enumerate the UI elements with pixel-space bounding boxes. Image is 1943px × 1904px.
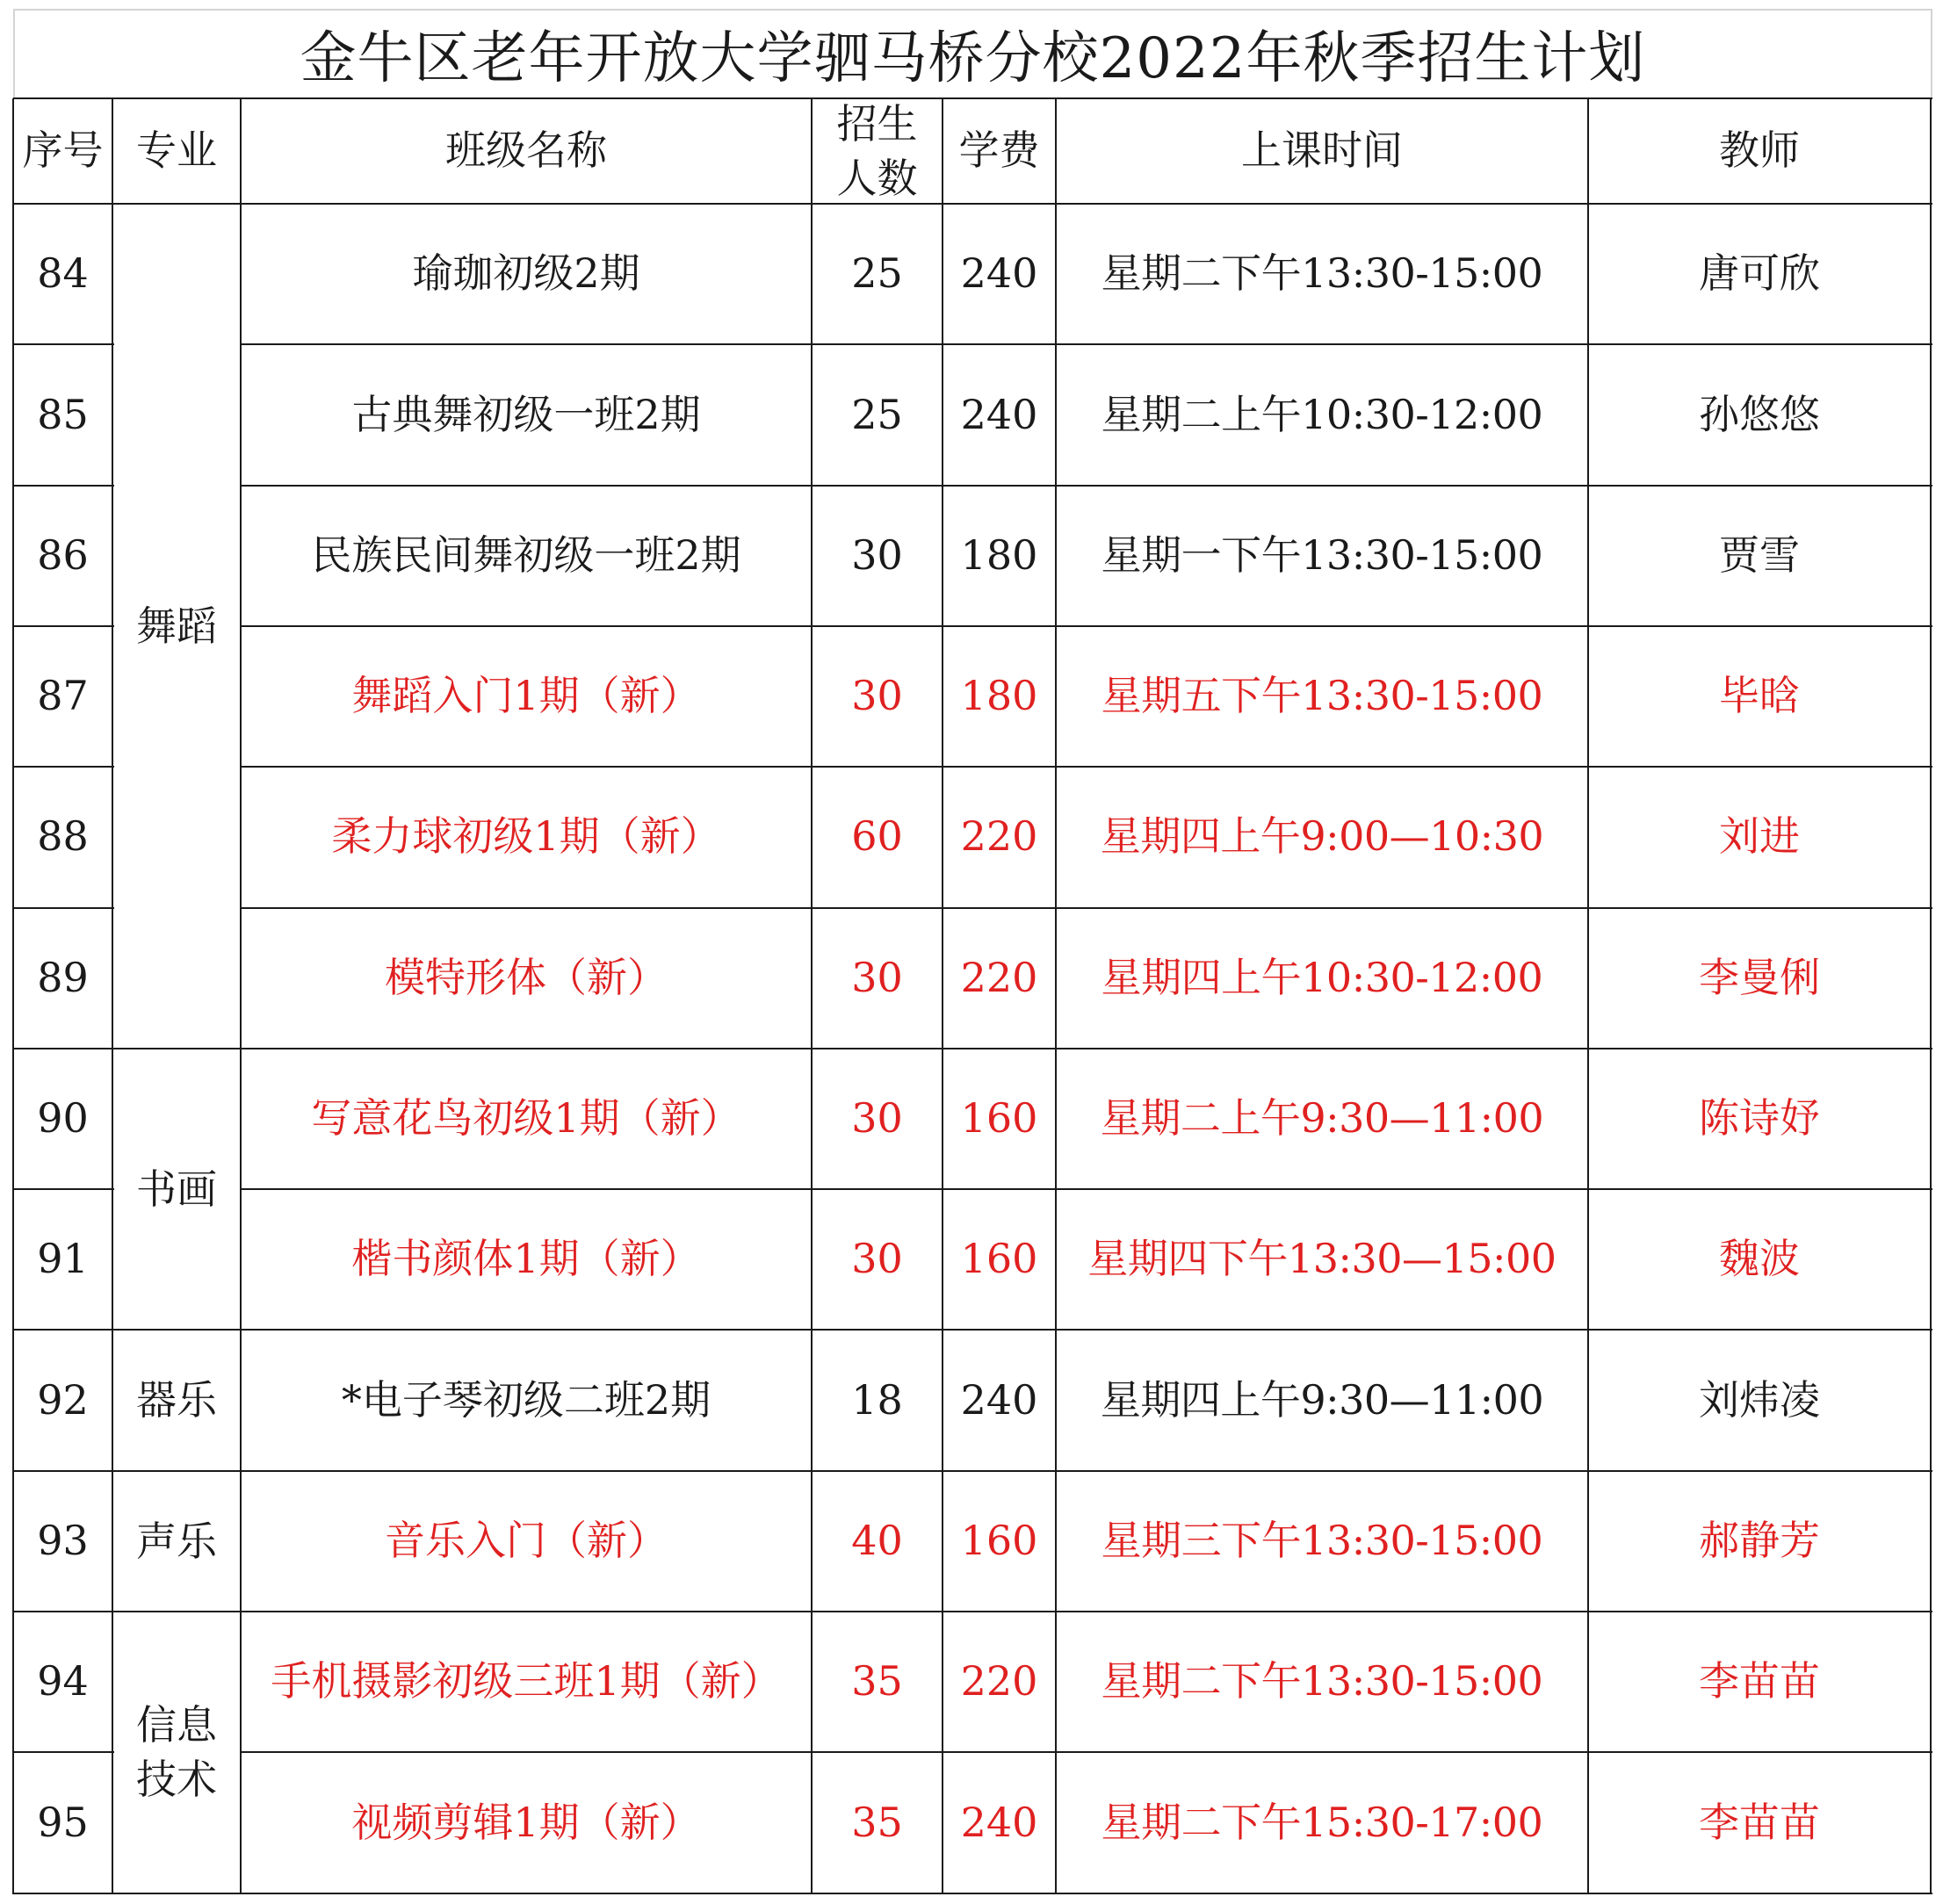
cell-time: 星期四上午10:30-12:00: [1101, 953, 1543, 1001]
grid-line: [241, 766, 1932, 768]
cell-teacher: 孙悠悠: [1699, 390, 1820, 438]
header-cell: 学费: [958, 126, 1040, 175]
cell-teacher: 刘进: [1719, 812, 1800, 861]
cell-fee: 240: [960, 1375, 1038, 1424]
cell-fee: 160: [960, 1094, 1038, 1143]
cell-fee: 160: [960, 1516, 1038, 1564]
grid-line: [241, 907, 1932, 909]
header-cell: 班级名称: [445, 126, 607, 175]
grid-line: [13, 1329, 1932, 1331]
major-cell: [112, 1330, 241, 1470]
cell-name: 古典舞初级一班2期: [351, 390, 701, 438]
cell-teacher: 李曼俐: [1699, 953, 1820, 1001]
major-label: 书画: [136, 1165, 217, 1214]
major-cell: [112, 204, 241, 1049]
grid-line: [13, 1893, 1932, 1894]
grid-line: [942, 98, 943, 1894]
cell-name: 视频剪辑1期（新）: [351, 1798, 701, 1846]
grid-line: [13, 203, 1932, 205]
cell-no: 91: [37, 1235, 89, 1283]
cell-fee: 240: [960, 1798, 1038, 1846]
cell-teacher: 李苗苗: [1699, 1657, 1820, 1706]
cell-no: 89: [37, 953, 89, 1001]
cell-name: 手机摄影初级三班1期（新）: [271, 1657, 782, 1706]
cell-name: 楷书颜体1期（新）: [351, 1235, 701, 1283]
cell-count: 25: [851, 390, 903, 438]
title-border: [13, 9, 1932, 11]
cell-count: 60: [851, 812, 903, 861]
cell-fee: 240: [960, 249, 1038, 298]
cell-time: 星期二下午15:30-17:00: [1101, 1798, 1543, 1846]
cell-time: 星期一下午13:30-15:00: [1101, 530, 1543, 579]
cell-name: *电子琴初级二班2期: [341, 1375, 711, 1424]
cell-fee: 160: [960, 1235, 1038, 1283]
cell-teacher: 刘炜凌: [1699, 1375, 1820, 1424]
header-cell: [812, 98, 943, 204]
grid-line: [13, 1611, 1932, 1612]
cell-time: 星期三下午13:30-15:00: [1101, 1516, 1543, 1564]
page-title: 金牛区老年开放大学驷马桥分校2022年秋季招生计划: [300, 26, 1646, 91]
cell-name: 民族民间舞初级一班2期: [311, 530, 741, 579]
cell-count: 18: [851, 1375, 903, 1424]
grid-line: [13, 907, 114, 909]
header-cell: 专业: [136, 126, 217, 175]
grid-line: [13, 766, 114, 768]
grid-line: [13, 1751, 114, 1753]
major-label: 舞蹈: [136, 602, 217, 650]
major-label: 器乐: [136, 1376, 217, 1424]
cell-name: 瑜珈初级2期: [412, 249, 640, 298]
grid-line: [12, 98, 14, 1894]
grid-line: [13, 485, 114, 487]
cell-teacher: 陈诗妤: [1699, 1094, 1820, 1143]
grid-line: [13, 343, 114, 345]
grid-line: [1587, 98, 1589, 1894]
cell-fee: 220: [960, 812, 1038, 861]
header-cell: 上课时间: [1241, 126, 1403, 175]
cell-time: 星期二下午13:30-15:00: [1101, 1657, 1543, 1706]
cell-time: 星期五下午13:30-15:00: [1101, 672, 1543, 720]
cell-time: 星期四上午9:30—11:00: [1100, 1375, 1544, 1424]
grid-line: [13, 1188, 114, 1190]
cell-teacher: 魏波: [1719, 1235, 1800, 1283]
cell-no: 93: [37, 1516, 89, 1564]
cell-time: 星期四上午9:00—10:30: [1100, 812, 1544, 861]
grid-line: [1055, 98, 1057, 1894]
grid-line: [13, 1048, 1932, 1049]
cell-count: 35: [851, 1798, 903, 1846]
cell-fee: 220: [960, 953, 1038, 1001]
cell-name: 舞蹈入门1期（新）: [351, 672, 701, 720]
major-label: 声乐: [136, 1517, 217, 1565]
cell-time: 星期二上午10:30-12:00: [1101, 390, 1543, 438]
cell-name: 音乐入门（新）: [385, 1516, 668, 1564]
cell-teacher: 李苗苗: [1699, 1798, 1820, 1846]
grid-line: [13, 97, 1932, 99]
grid-line: [240, 98, 242, 1894]
cell-time: 星期二上午9:30—11:00: [1100, 1094, 1544, 1143]
grid-line: [241, 343, 1932, 345]
cell-no: 86: [37, 530, 89, 579]
grid-line: [1930, 98, 1932, 1894]
cell-teacher: 贾雪: [1719, 530, 1800, 579]
major-cell: [112, 1612, 241, 1893]
cell-fee: 240: [960, 390, 1038, 438]
cell-teacher: 郝静芳: [1699, 1516, 1820, 1564]
grid-line: [241, 1751, 1932, 1753]
cell-name: 写意花鸟初级1期（新）: [311, 1094, 741, 1143]
cell-no: 87: [37, 672, 89, 720]
cell-count: 30: [851, 1235, 903, 1283]
major-cell: [112, 1049, 241, 1331]
cell-count: 40: [851, 1516, 903, 1564]
grid-line: [241, 485, 1932, 487]
cell-count: 30: [851, 672, 903, 720]
grid-line: [241, 625, 1932, 627]
header-enroll-line: 招生: [836, 99, 918, 148]
title-border: [13, 9, 15, 98]
grid-line: [13, 625, 114, 627]
cell-no: 95: [37, 1798, 89, 1846]
cell-teacher: 唐可欣: [1699, 249, 1820, 298]
header-cell: 教师: [1719, 126, 1800, 175]
cell-name: 模特形体（新）: [385, 953, 668, 1001]
cell-count: 35: [851, 1657, 903, 1706]
grid-line: [13, 1470, 1932, 1472]
grid-line: [811, 98, 813, 1894]
header-enroll-line: 人数: [836, 155, 918, 202]
title-border: [1931, 9, 1932, 98]
cell-teacher: 毕晗: [1719, 672, 1800, 720]
cell-fee: 180: [960, 530, 1038, 579]
cell-no: 90: [37, 1094, 89, 1143]
cell-fee: 180: [960, 672, 1038, 720]
cell-no: 85: [37, 390, 89, 438]
major-label: 信息: [136, 1701, 217, 1749]
cell-no: 92: [37, 1375, 89, 1424]
cell-no: 94: [37, 1657, 89, 1706]
cell-fee: 220: [960, 1657, 1038, 1706]
cell-no: 88: [37, 812, 89, 861]
cell-count: 30: [851, 530, 903, 579]
cell-time: 星期二下午13:30-15:00: [1101, 249, 1543, 298]
cell-count: 30: [851, 953, 903, 1001]
cell-no: 84: [37, 249, 89, 298]
cell-time: 星期四下午13:30—15:00: [1087, 1235, 1557, 1283]
cell-name: 柔力球初级1期（新）: [331, 812, 721, 861]
cell-count: 25: [851, 249, 903, 298]
grid-line: [241, 1188, 1932, 1190]
major-cell: [112, 1471, 241, 1612]
cell-count: 30: [851, 1094, 903, 1143]
header-cell: 序号: [22, 126, 104, 175]
grid-line: [112, 98, 113, 1894]
major-label: 技术: [136, 1756, 217, 1804]
